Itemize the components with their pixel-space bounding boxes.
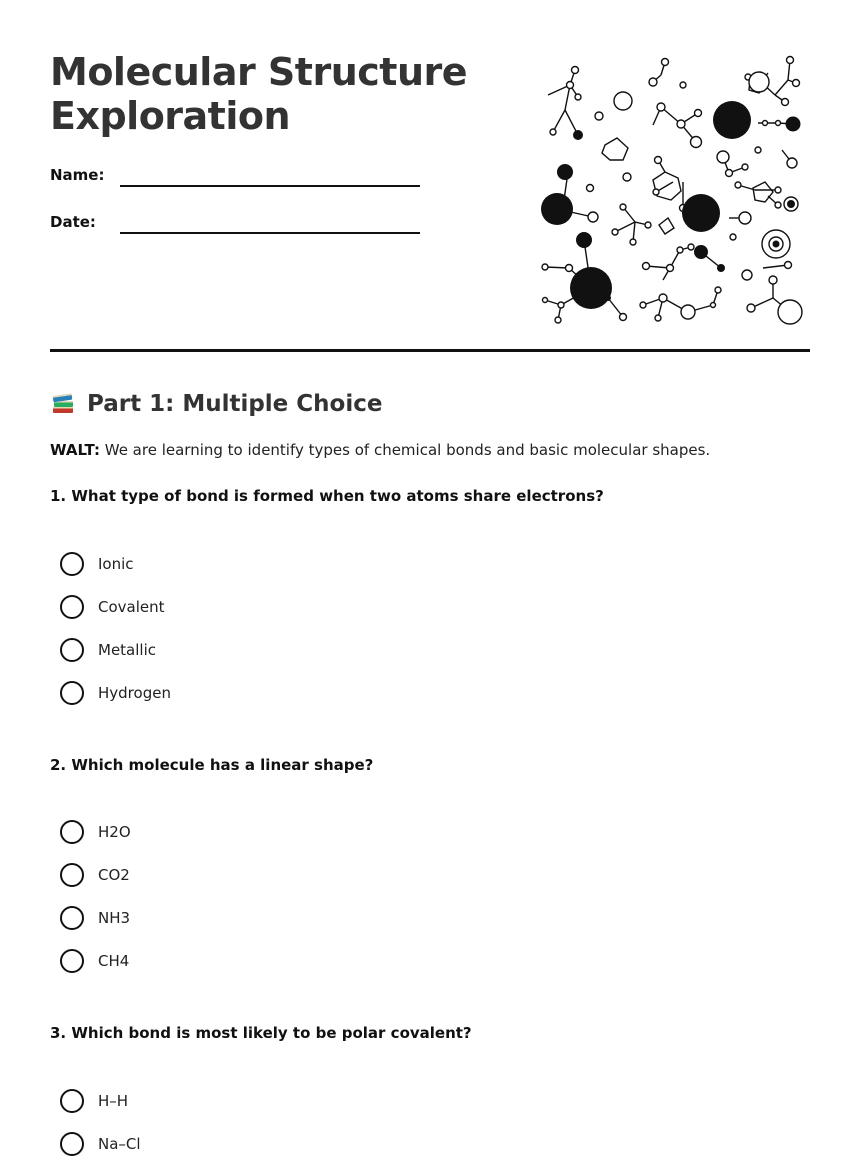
radio-button[interactable] (60, 1132, 84, 1156)
question-2: 2. Which molecule has a linear shape? (50, 756, 374, 774)
question-1-option-2[interactable] (60, 594, 165, 620)
radio-button[interactable] (60, 552, 84, 576)
question-3: 3. Which bond is most likely to be polar covalent? (50, 1024, 472, 1042)
title-line-1: Molecular Structure (50, 50, 468, 94)
section-title-text: Part 1: Multiple Choice (87, 391, 383, 417)
option-label: H2O (98, 823, 131, 841)
option-label: H–H (98, 1092, 129, 1110)
option-label: Covalent (98, 598, 165, 616)
question-1: 1. What type of bond is formed when two atoms share electrons? (50, 487, 604, 505)
name-label: Name: (50, 166, 105, 184)
books-icon (50, 391, 76, 417)
radio-button[interactable] (60, 863, 84, 887)
question-2-option-2[interactable] (60, 862, 130, 888)
walt-text: We are learning to identify types of chemical bonds and basic molecular shapes. (99, 441, 711, 459)
page-title (50, 50, 500, 138)
option-label: Ionic (98, 555, 134, 573)
radio-button[interactable] (60, 906, 84, 930)
question-3-option-2[interactable] (60, 1131, 141, 1157)
section-title-part-1 (50, 388, 382, 420)
date-label: Date: (50, 213, 96, 231)
option-label: Metallic (98, 641, 156, 659)
molecule-illustration (533, 50, 813, 330)
question-1-option-4[interactable] (60, 680, 171, 706)
option-label: CH4 (98, 952, 130, 970)
date-line[interactable] (120, 232, 420, 234)
question-2-option-1[interactable] (60, 819, 131, 845)
radio-button[interactable] (60, 1089, 84, 1113)
walt-label: WALT: (50, 441, 100, 459)
option-label: CO2 (98, 866, 130, 884)
header-divider (50, 349, 810, 352)
name-line[interactable] (120, 185, 420, 187)
question-2-option-3[interactable] (60, 905, 130, 931)
date-field[interactable] (50, 212, 420, 234)
radio-button[interactable] (60, 820, 84, 844)
name-field[interactable] (50, 165, 420, 187)
radio-button[interactable] (60, 681, 84, 705)
question-2-option-4[interactable] (60, 948, 129, 974)
title-line-2: Exploration (50, 94, 291, 138)
question-1-option-1[interactable] (60, 551, 134, 577)
radio-button[interactable] (60, 638, 84, 662)
radio-button[interactable] (60, 949, 84, 973)
option-label: NH3 (98, 909, 131, 927)
walt-statement (50, 440, 710, 460)
option-label: Na–Cl (98, 1135, 141, 1153)
question-1-option-3[interactable] (60, 637, 156, 663)
option-label: Hydrogen (98, 684, 171, 702)
question-3-option-1[interactable] (60, 1088, 128, 1114)
radio-button[interactable] (60, 595, 84, 619)
